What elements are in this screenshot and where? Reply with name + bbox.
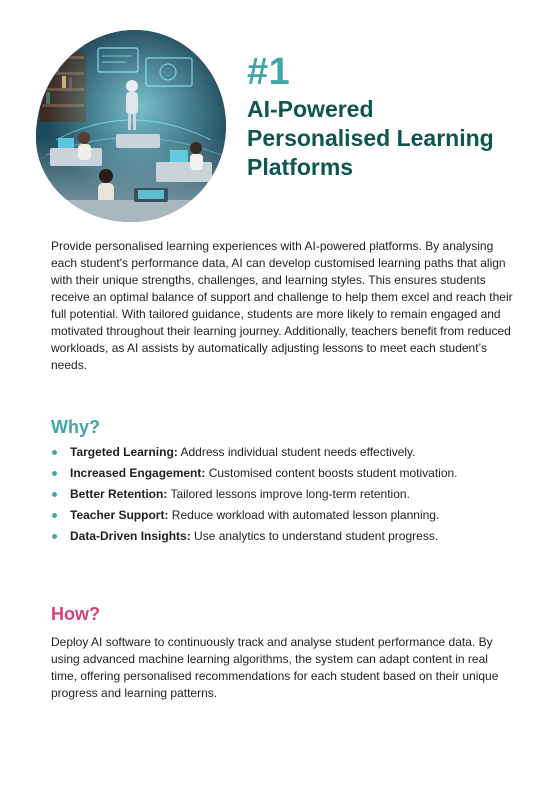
why-item-text: Address individual student needs effectively. [177, 445, 416, 459]
bullet-icon [52, 513, 57, 518]
bullet-icon [52, 471, 57, 476]
page-title-line-1: AI-Powered [247, 96, 374, 122]
bullet-icon [52, 492, 57, 497]
page-title-line-3: Platforms [247, 154, 354, 180]
classroom-illustration [36, 30, 226, 222]
why-list [51, 444, 521, 549]
why-item-label: Teacher Support: [70, 508, 169, 522]
why-item [51, 444, 521, 465]
bullet-icon [52, 534, 57, 539]
why-item-label: Better Retention: [70, 487, 168, 501]
why-item [51, 486, 521, 507]
why-item-text: Reduce workload with automated lesson planning. [168, 508, 440, 522]
how-paragraph: Deploy AI software to continuously track and analyse student performance data. By using advanced machine learning algorithms, the system can adapt content in real time, offering personalised recommendations for each student based on their unique progress and learning patterns. [51, 635, 499, 700]
why-item-label: Data-Driven Insights: [70, 529, 191, 543]
page-title-line-2: Personalised Learning [247, 125, 494, 151]
hero-classroom-image [36, 30, 226, 222]
page-title [247, 95, 537, 182]
why-item-text: Customised content boosts student motivation. [205, 466, 458, 480]
bullet-icon [52, 450, 57, 455]
why-item-label: Increased Engagement: [70, 466, 206, 480]
why-item [51, 528, 521, 549]
why-item [51, 465, 521, 486]
why-heading: Why? [51, 417, 100, 437]
why-item-label: Targeted Learning: [70, 445, 178, 459]
how-heading: How? [51, 604, 100, 624]
why-item-text: Tailored lessons improve long-term retention. [167, 487, 410, 501]
intro-paragraph: Provide personalised learning experiences with AI-powered platforms. By analysing each student's performance data, AI can develop customised learning paths that align with their unique strengths, challenges, and learning styles. This ensures students receive an optimal balance of support and challenge to help them excel and reach their full potential. With tailored guidance, students are more likely to remain engaged and motivated throughout their learning journey. Additionally, teachers benefit from reduced workloads, as AI assists by automatically adjusting lessons to meet each student’s needs. [51, 239, 513, 372]
item-number: #1 [247, 51, 291, 93]
why-item-text: Use analytics to understand student progress. [190, 529, 439, 543]
why-item [51, 507, 521, 528]
